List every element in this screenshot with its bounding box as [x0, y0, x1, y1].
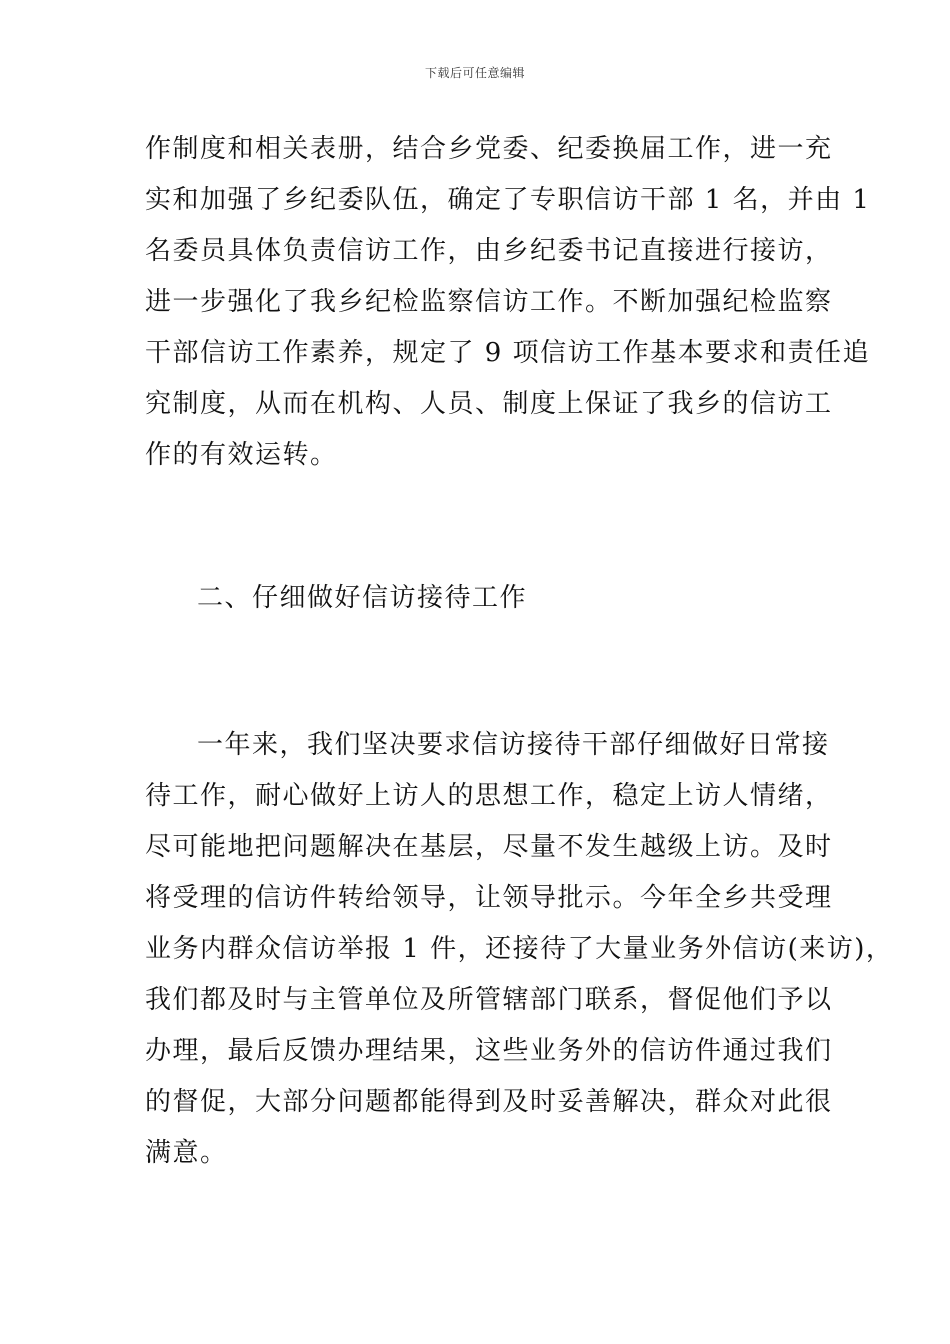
text-line: 办理，最后反馈办理结果，这些业务外的信访件通过我们 [145, 1036, 833, 1066]
text-line: 究制度，从而在机构、人员、制度上保证了我乡的信访工 [145, 389, 833, 419]
text-line: 满意。 [145, 1138, 228, 1168]
text-line: 作制度和相关表册，结合乡党委、纪委换届工作，进一充 [145, 134, 833, 164]
text-line: 作的有效运转。 [145, 440, 338, 470]
body-paragraph [145, 124, 870, 481]
text-line: 待工作，耐心做好上访人的思想工作，稳定上访人情绪， [145, 781, 833, 811]
text-line: 实和加强了乡纪委队伍，确定了专职信访干部 1 名，并由 1 [145, 185, 871, 215]
text-line: 尽可能地把问题解决在基层，尽量不发生越级上访。及时 [145, 832, 833, 862]
text-line: 名委员具体负责信访工作，由乡纪委书记直接进行接访， [145, 236, 833, 266]
section-heading-text: 二、仔细做好信访接待工作 [197, 583, 528, 613]
text-line: 将受理的信访件转给领导，让领导批示。今年全乡共受理 [145, 883, 833, 913]
text-line: 的督促，大部分问题都能得到及时妥善解决，群众对此很 [145, 1087, 833, 1117]
page-header: 下载后可任意编辑 [424, 66, 525, 80]
text-line: 业务内群众信访举报 1 件，还接待了大量业务外信访(来访)， [145, 934, 894, 964]
text-line: 我们都及时与主管单位及所管辖部门联系，督促他们予以 [145, 985, 833, 1015]
text-line: 进一步强化了我乡纪检监察信访工作。不断加强纪检监察 [145, 287, 833, 317]
section-heading [145, 573, 527, 624]
text-line: 一年来，我们坚决要求信访接待干部仔细做好日常接 [197, 730, 830, 760]
body-paragraph [145, 720, 893, 1179]
text-line: 干部信访工作素养，规定了 9 项信访工作基本要求和责任追 [145, 338, 871, 368]
